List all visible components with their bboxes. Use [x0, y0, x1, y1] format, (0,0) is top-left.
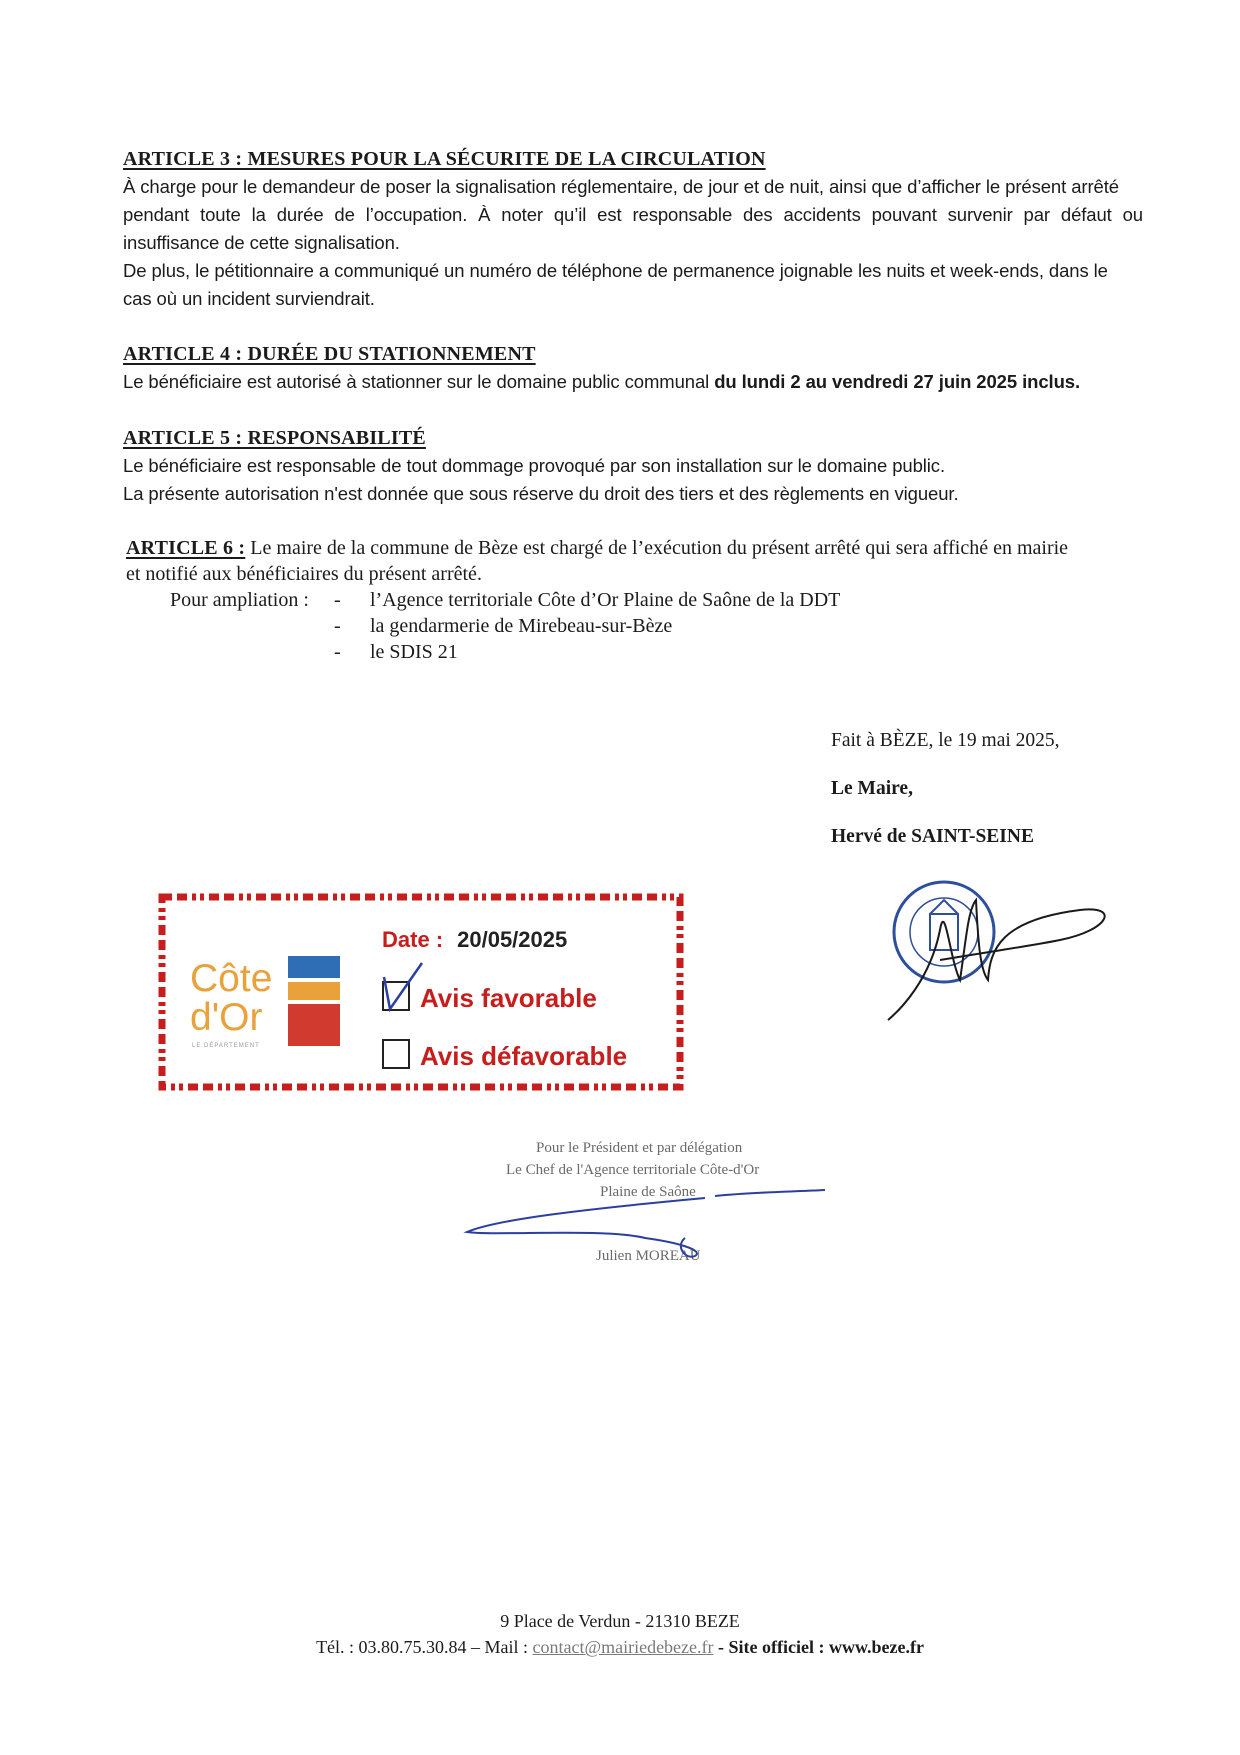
ampliation-item: - la gendarmerie de Mirebeau-sur-Bèze	[334, 615, 673, 637]
article-4-text-bold: du lundi 2 au vendredi 27 juin 2025 inclus.	[714, 371, 1081, 392]
cote-dor-logo-icon	[288, 956, 340, 1046]
article-5-line-1: Le bénéficiaire est responsable de tout dommage provoqué par son installation sur le domaine public.	[123, 455, 945, 476]
footer-address: 9 Place de Verdun - 21310 BEZE	[500, 1611, 740, 1631]
ampliation-label: Pour ampliation :	[170, 589, 309, 611]
ampliation-item: - le SDIS 21	[334, 641, 458, 663]
signature-role: Le Maire,	[831, 778, 913, 799]
article-4-text	[123, 368, 1143, 396]
article-3-line-2: pendant toute la durée de l’occupation. À noter qu’il est responsable des accidents pouvant survenir par défaut ou	[123, 204, 1143, 225]
article-4-text-regular: Le bénéficiaire est autorisé à stationner sur le domaine public communal	[123, 371, 715, 392]
article-3-line-5: cas où un incident surviendrait.	[123, 288, 375, 309]
ampliation-item: - l’Agence territoriale Côte d’Or Plaine de Saône de la DDT	[334, 589, 841, 611]
footer-site-label: - Site officiel :	[713, 1637, 829, 1657]
article-6-heading: ARTICLE 6 :	[126, 537, 246, 559]
stamp-favorable: Avis favorable	[382, 981, 597, 1014]
article-3-line-4: De plus, le pétitionnaire a communiqué un numéro de téléphone de permanence joignable les nuits et week-ends, dans le	[123, 260, 1108, 281]
article-5-heading: ARTICLE 5 : RESPONSABILITÉ	[123, 427, 426, 449]
footer-site-link[interactable]: www.beze.fr	[828, 1637, 924, 1657]
signature-place-date: Fait à BÈZE, le 19 mai 2025,	[831, 730, 1060, 751]
stamp-date	[382, 927, 567, 953]
cote-dor-logo-text: Côte d'Or	[190, 957, 273, 1039]
delegation-name: Julien MOREAU	[596, 1248, 701, 1264]
footer-contact	[0, 1637, 1240, 1658]
cote-dor-logo-subtitle: LE DÉPARTEMENT	[192, 1043, 260, 1049]
signature-name: Hervé de SAINT-SEINE	[831, 826, 1034, 847]
article-6	[126, 535, 1146, 587]
footer-tel: Tél. : 03.80.75.30.84 – Mail :	[316, 1637, 533, 1657]
delegation-signature	[455, 1180, 835, 1270]
check-mark-icon	[378, 959, 428, 1019]
article-6-line-2: et notifié aux bénéficiaires du présent arrêté.	[126, 563, 482, 585]
mayor-seal-signature	[880, 870, 1120, 1030]
article-5	[123, 424, 1143, 508]
delegation-line-3: Plaine de Saône	[600, 1184, 696, 1200]
delegation-line-1: Pour le Président et par délégation	[536, 1140, 743, 1156]
delegation-line-2: Le Chef de l'Agence territoriale Côte-d'Or	[506, 1162, 760, 1178]
handwritten-signature	[888, 900, 1105, 1020]
footer-mail-link[interactable]: contact@mairiedebeze.fr	[532, 1637, 714, 1657]
article-4	[123, 340, 1143, 396]
article-4-heading: ARTICLE 4 : DURÉE DU STATIONNEMENT	[123, 343, 536, 365]
defavorable-checkbox	[382, 1039, 410, 1069]
ampliation-list	[334, 587, 840, 665]
mairie-seal	[894, 882, 994, 982]
article-6-line-1	[126, 535, 1146, 561]
article-3-heading: ARTICLE 3 : MESURES POUR LA SÉCURITE DE LA CIRCULATION	[123, 148, 766, 170]
stamp-date-label: Date :	[382, 927, 444, 952]
cote-dor-stamp	[158, 893, 684, 1091]
article-3-line-3: insuffisance de cette signalisation.	[123, 232, 400, 253]
stamp-defavorable: Avis défavorable	[382, 1039, 627, 1072]
stamp-date-value: 20/05/2025	[457, 927, 568, 952]
article-6-text: Le maire de la commune de Bèze est chargé de l’exécution du présent arrêté qui sera affiché en mairie	[245, 537, 1069, 559]
article-3-line-1: À charge pour le demandeur de poser la signalisation réglementaire, de jour et de nuit, ainsi que d’afficher le présent arrêté	[123, 176, 1119, 197]
article-3	[123, 145, 1143, 313]
article-5-line-2: La présente autorisation n'est donnée que sous réserve du droit des tiers et des règlements en vigueur.	[123, 483, 959, 504]
